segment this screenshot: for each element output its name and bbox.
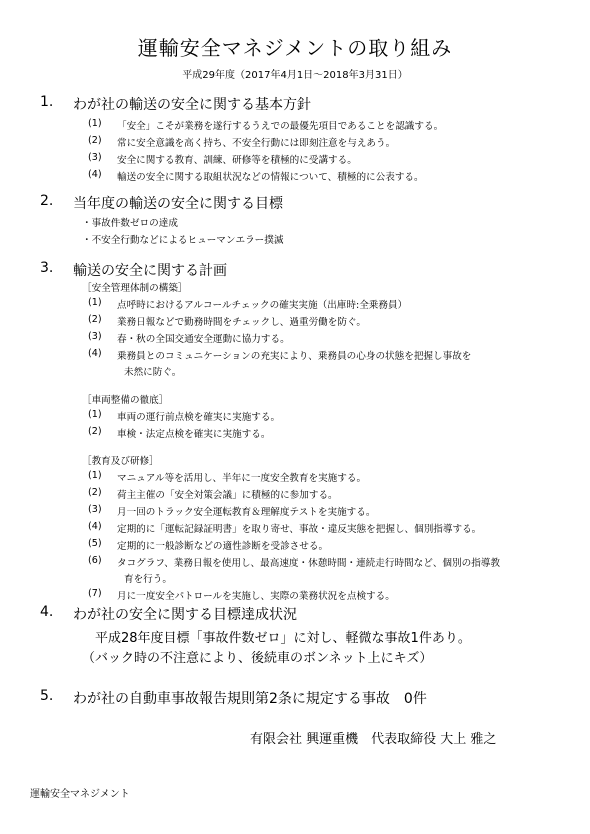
s3-g3-item-4: 定期的に「運転記録証明書」を取り寄せ、事故・違反実態を把握し、個別指導する。 (117, 524, 482, 535)
s1-item-3: 安全に関する教育、訓練、研修等を積極的に受講する。 (117, 155, 357, 166)
s1-item-4-num: (4) (88, 169, 102, 180)
company-signature: 有限会社 興運重機 代表取締役 大上 雅之 (250, 732, 497, 747)
section-3-heading: 輸送の安全に関する計画 (73, 263, 227, 279)
s3-g3-item-1-num: (1) (88, 470, 102, 481)
s3-g1-item-3-num: (3) (88, 331, 102, 342)
s3-g3-item-4-num: (4) (88, 521, 102, 532)
s1-item-3-num: (3) (88, 152, 102, 163)
fiscal-period: 平成29年度（2017年4月1日～2018年3月31日） (182, 70, 408, 81)
section-3-number: 3. (40, 260, 54, 276)
s3-group-3-label: ［教育及び研修］ (82, 456, 159, 467)
section-5-heading: わが社の自動車事故報告規則第2条に規定する事故 0件 (73, 691, 427, 707)
s3-g2-item-1-num: (1) (88, 409, 102, 420)
section-1-number: 1. (40, 94, 54, 110)
s1-item-1-num: (1) (88, 118, 102, 129)
s2-bullet-2: ・不安全行動などによるヒューマンエラー撲滅 (82, 235, 284, 246)
s3-g2-item-2-num: (2) (88, 426, 102, 437)
s2-bullet-1: ・事故件数ゼロの達成 (82, 218, 178, 229)
section-2-heading: 当年度の輸送の安全に関する目標 (73, 196, 283, 212)
s1-item-2: 常に安全意識を高く持ち、不安全行動には即刻注意を与えあう。 (117, 138, 396, 149)
s3-g1-item-3: 春・秋の全国交通安全運動に協力する。 (117, 334, 290, 345)
s3-group-1-label: ［安全管理体制の構築］ (82, 283, 188, 294)
s3-g3-item-1: マニュアル等を活用し、半年に一度安全教育を実施する。 (117, 473, 367, 484)
s3-g3-item-2-num: (2) (88, 487, 102, 498)
page-footer: 運輸安全マネジメント (30, 789, 130, 800)
s3-g1-item-4: 乗務員とのコミュニケーションの充実により、乗務員の心身の状態を把握し事故を (117, 351, 472, 362)
s3-g3-item-3: 月一回のトラック安全運転教育＆理解度テストを実施する。 (117, 507, 376, 518)
page-title: 運輸安全マネジメントの取り組み (137, 36, 453, 60)
s3-g3-item-7-num: (7) (88, 588, 102, 599)
s3-g2-item-1: 車両の運行前点検を確実に実施する。 (117, 412, 281, 423)
s1-item-4: 輸送の安全に関する取組状況などの情報について、積極的に公表する。 (117, 172, 424, 183)
section-1-heading: わが社の輸送の安全に関する基本方針 (73, 97, 311, 113)
section-4-number: 4. (40, 604, 54, 620)
s3-g1-item-4-cont: 未然に防ぐ。 (124, 367, 182, 378)
s3-g3-item-6: タコグラフ、業務日報を使用し、最高速度・休憩時間・連続走行時間など、個別の指導教 (117, 558, 500, 569)
s3-g1-item-4-num: (4) (88, 348, 102, 359)
s3-g1-item-1-num: (1) (88, 297, 102, 308)
s1-item-2-num: (2) (88, 135, 102, 146)
s3-g1-item-2-num: (2) (88, 314, 102, 325)
s3-group-2-label: ［車両整備の徹底］ (82, 395, 169, 406)
s4-line-1: 平成28年度目標「事故件数ゼロ」に対し、軽微な事故1件あり。 (95, 631, 471, 646)
s3-g3-item-5: 定期的に一般診断などの適性診断を受診させる。 (117, 541, 329, 552)
s3-g1-item-1: 点呼時におけるアルコールチェックの確実実施（出庫時:全乗務員） (117, 300, 408, 311)
s3-g3-item-6-num: (6) (88, 555, 102, 566)
s4-line-2: （バック時の不注意により、後続車のボンネット上にキズ） (82, 651, 433, 666)
section-2-number: 2. (40, 193, 54, 209)
s3-g2-item-2: 車検・法定点検を確実に実施する。 (117, 429, 271, 440)
s1-item-1: 「安全」こそが業務を遂行するうえでの最優先項目であることを認識する。 (117, 121, 444, 132)
s3-g1-item-2: 業務日報などで勤務時間をチェックし、過重労働を防ぐ。 (117, 317, 366, 328)
s3-g3-item-3-num: (3) (88, 504, 102, 515)
s3-g3-item-5-num: (5) (88, 538, 102, 549)
s3-g3-item-2: 荷主主催の「安全対策会議」に積極的に参加する。 (117, 490, 338, 501)
s3-g3-item-6-cont: 育を行う。 (124, 574, 172, 585)
section-4-heading: わが社の安全に関する目標達成状況 (73, 607, 297, 623)
s3-g3-item-7: 月に一度安全パトロールを実施し、実際の業務状況を点検する。 (117, 591, 395, 602)
section-5-number: 5. (40, 688, 54, 704)
